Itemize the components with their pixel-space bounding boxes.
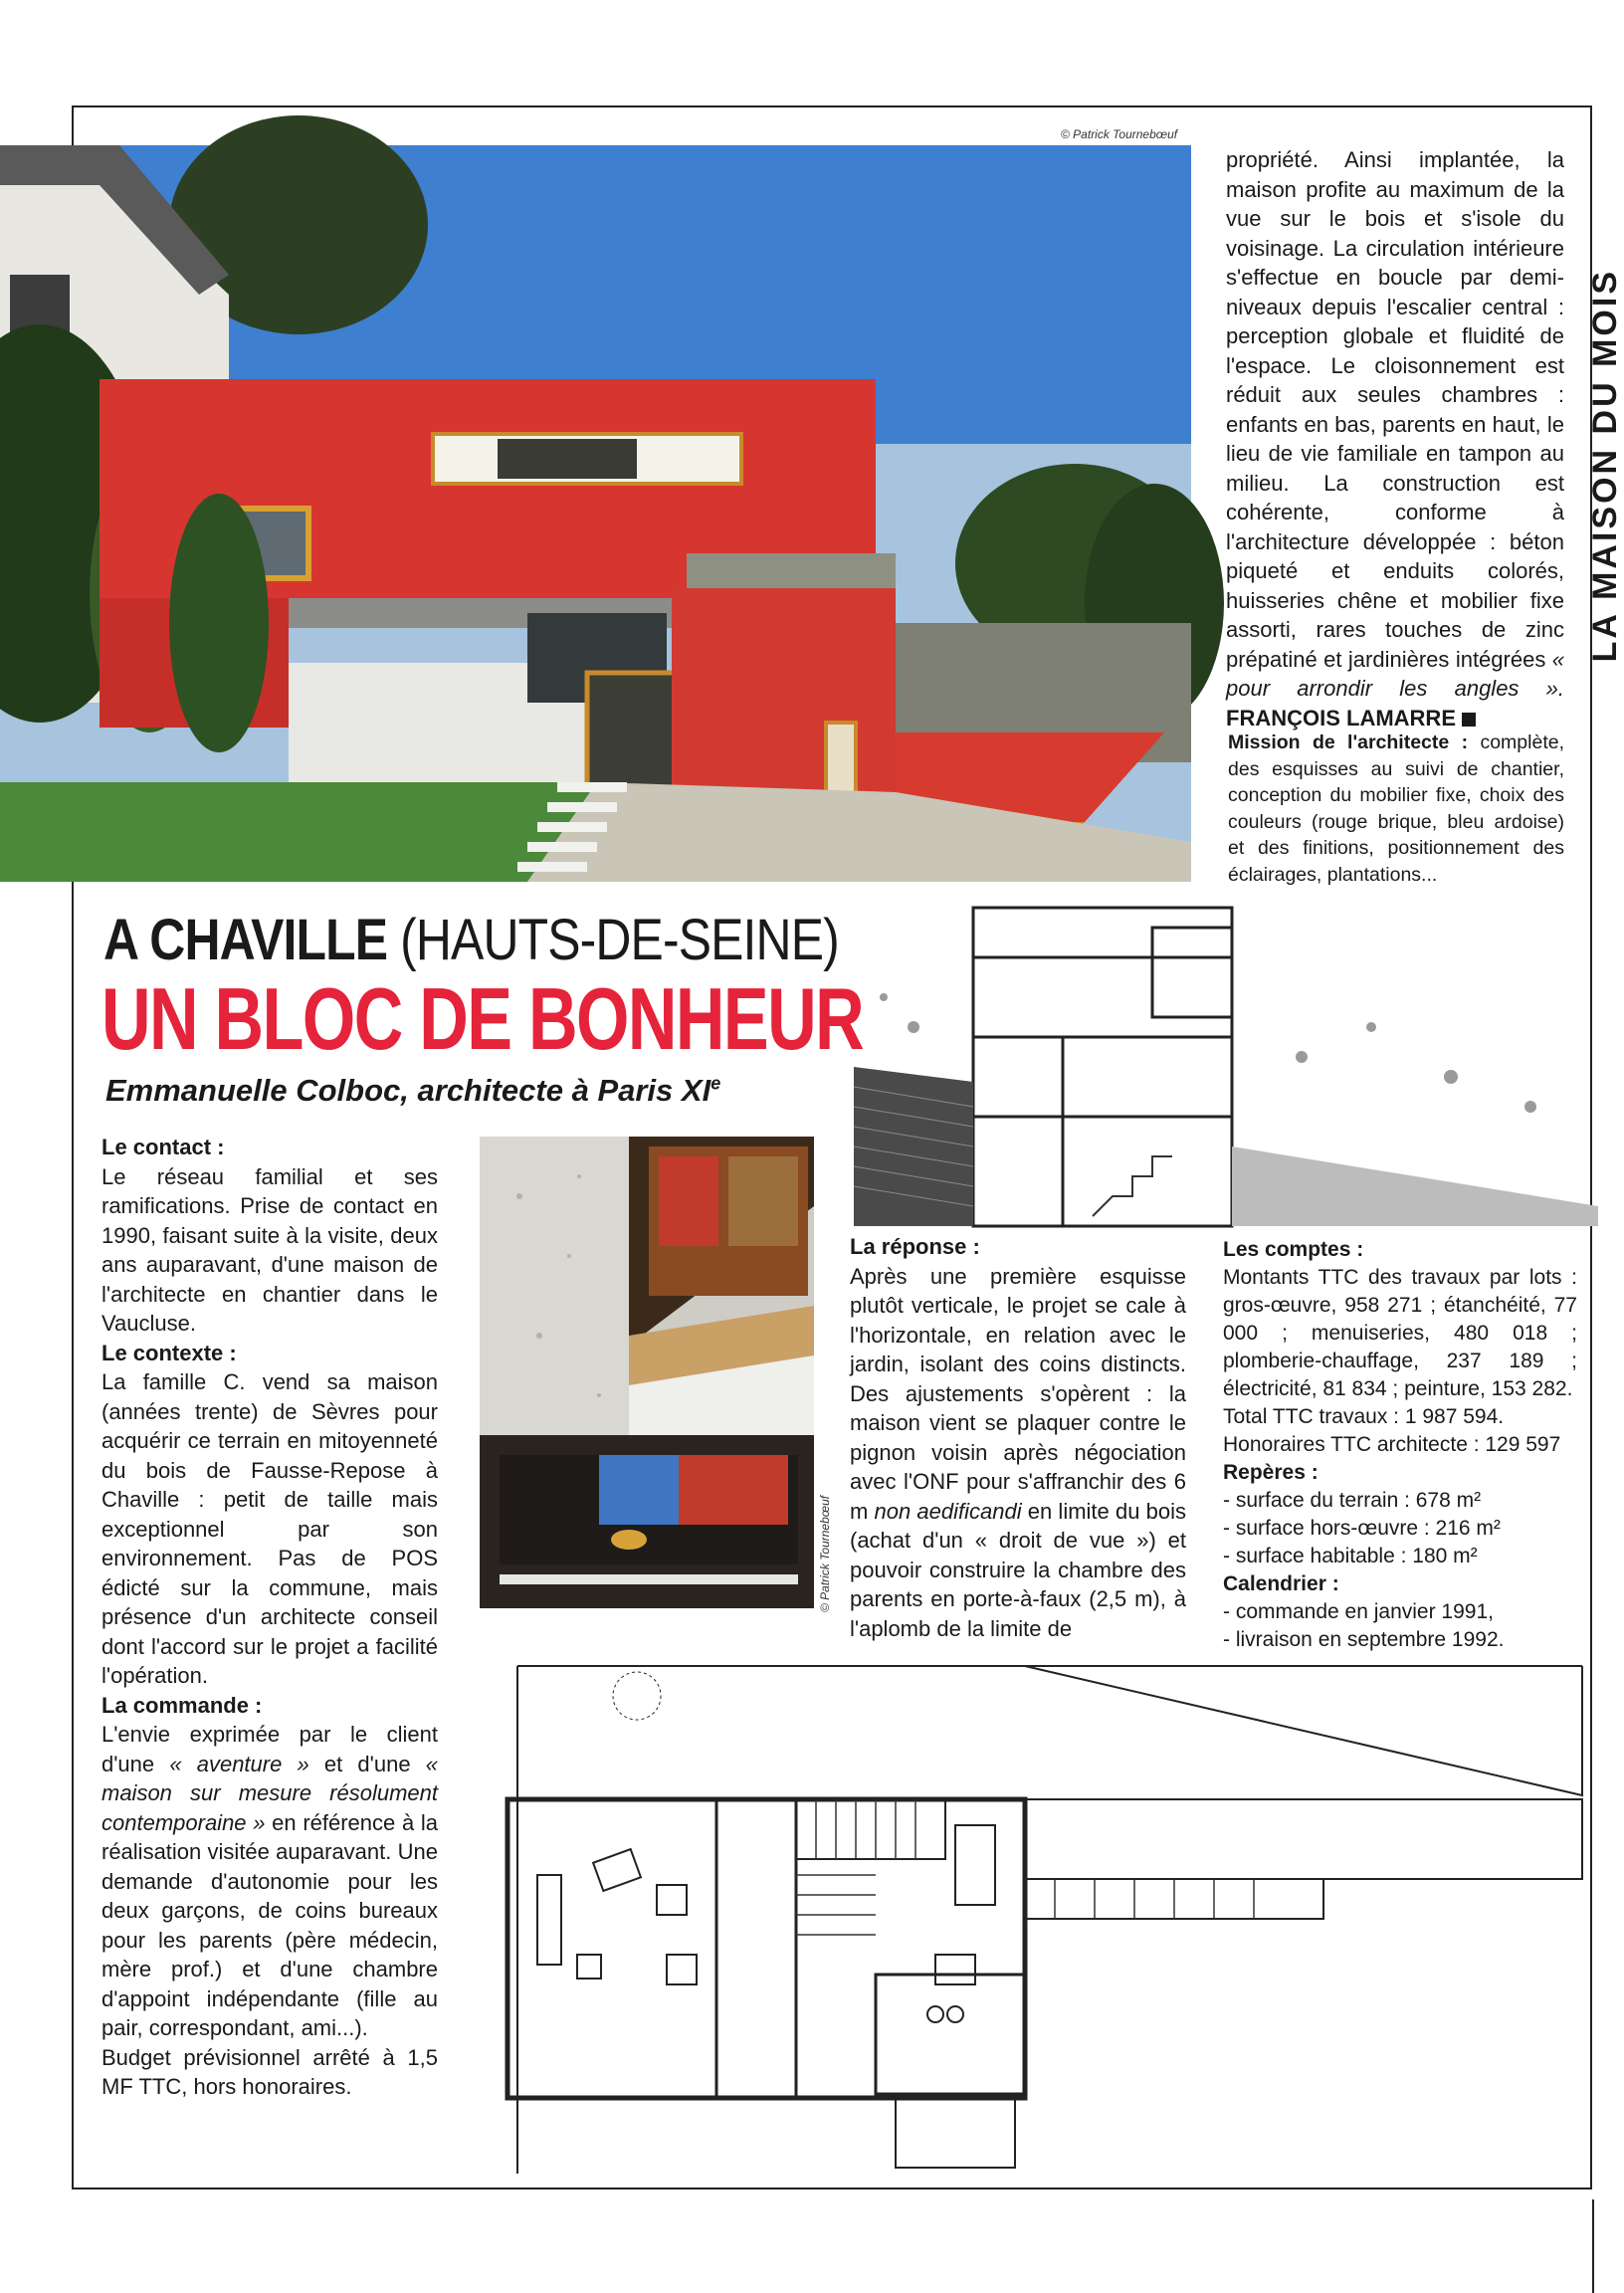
house-exterior-photo: [0, 145, 1191, 882]
mission-text: complète, des esquisses au suivi de chantier, conception du mobilier fixe, choix des couleurs (rouge brique, bleu ardoise) et des finitions, positionnement des éclairages, plantations...: [1228, 731, 1564, 886]
total-text: Total TTC travaux : 1 987 594.: [1223, 1405, 1505, 1428]
headline: UN BLOC DE BONHEUR: [102, 969, 864, 1068]
mission-paragraph: [1228, 730, 1564, 888]
repere-item: - surface habitable : 180 m²: [1223, 1545, 1478, 1567]
page-frame-top: [72, 105, 1592, 107]
page-frame-left: [72, 105, 74, 145]
end-square-icon: [1462, 713, 1476, 727]
floor-plan-svg: [498, 1656, 1582, 2174]
repere-item: - surface du terrain : 678 m²: [1223, 1489, 1482, 1512]
column-middle: [850, 1232, 1186, 1643]
column-left: [102, 1133, 438, 2102]
commande-text-a: L'envie exprimée par le client d'une: [102, 1722, 438, 1776]
calendrier-item: - commande en janvier 1991,: [1223, 1600, 1494, 1623]
reponse-label: La réponse :: [850, 1234, 980, 1259]
section-drawing: [854, 908, 1598, 1226]
contact-label: Le contact :: [102, 1135, 225, 1159]
house-exterior-illustration: [0, 145, 1191, 882]
section-drawing-svg: [854, 908, 1598, 1226]
contexte-text: La famille C. vend sa maison (années trente) de Sèvres pour acquérir ce terrain en mitoyenneté du bois de Fausse-Repose à Chaville : petit de taille mais exceptionnel par son environnement. Pas de POS édicté sur la commune, mais présence d'un architecte conseil dont l'accord sur le projet a facilité l'opération.: [102, 1369, 438, 1688]
commande-quote-1: « aventure »: [169, 1751, 309, 1776]
kicker-light: (HAUTS-DE-SEINE): [400, 908, 839, 972]
page-frame-bottom: [72, 2188, 1592, 2189]
reponse-text: [850, 1262, 1186, 1644]
floor-plan: [498, 1656, 1582, 2174]
reperes-label: Repères :: [1223, 1461, 1319, 1484]
kicker: [103, 908, 839, 972]
interior-photo: [480, 1137, 814, 1608]
commande-label: La commande :: [102, 1692, 263, 1718]
contexte-label: Le contexte :: [102, 1340, 237, 1365]
calendrier-item: - livraison en septembre 1992.: [1223, 1628, 1505, 1651]
contact-text: Le réseau familial et ses ramifications. Prise de contact en 1990, faisant suite à la visite, deux ans auparavant, d'une maison de l'architecte en chantier dans le Vaucluse.: [102, 1163, 438, 1336]
mission-label: Mission de l'architecte :: [1228, 731, 1469, 753]
photo-credit: © Patrick Tournebœuf: [1061, 127, 1178, 141]
intro-text: propriété. Ainsi implantée, la maison profite au maximum de la vue sur le bois et s'isole du voisinage. La circulation intérieure s'effectue en boucle par demi-niveaux depuis l'escalier central : perception globale et fluidité de l'espace. Le cloisonnement est réduit aux seules chambres : enfants en bas, parents en haut, le lieu de vie familiale en tampon au milieu. La construction est cohérente, conforme à l'architecture développée : béton piqueté et enduits colorés, huisseries chêne et mobilier fixe assorti, rares touches de zinc prépatiné et jardinières intégrées: [1226, 147, 1564, 672]
commande-text-b: et d'une: [323, 1751, 411, 1776]
byline-text: Emmanuelle Colboc, architecte à Paris XI: [105, 1073, 711, 1108]
commande-text-c: en référence à la réalisation visitée auparavant. Une demande d'autonomie pour les deux garçons, de coins bureaux pour les parents (père médecin, mère prof.) et d'une chambre d'appoint indépendante (fille au pair, correspondant, ami...).: [102, 1809, 438, 2040]
page-frame-tick: [1592, 2199, 1594, 2293]
honoraires-text: Honoraires TTC architecte : 129 597: [1223, 1433, 1561, 1456]
interior-illustration: [480, 1137, 814, 1608]
reponse-text-b: en limite du bois (achat d'un « droit de vue ») et pouvoir construire la chambre des parents en porte-à-faux (2,5 m), à l'aplomb de la limite de: [850, 1498, 1186, 1641]
author-name: FRANÇOIS LAMARRE: [1226, 705, 1456, 730]
byline-sup: e: [710, 1073, 721, 1094]
comptes-label: Les comptes :: [1223, 1238, 1364, 1261]
intro-column: [1226, 145, 1564, 732]
intro-quote: « pour arrondir les angles ».: [1226, 646, 1564, 701]
comptes-text: Montants TTC des travaux par lots : gros-œuvre, 958 271 ; étanchéité, 77 000 ; menuiseries, 480 018 ; plomberie-chauffage, 237 189 ; électricité, 81 834 ; peinture, 153 282.: [1223, 1266, 1577, 1400]
calendrier-label: Calendrier :: [1223, 1572, 1339, 1595]
column-right: [1223, 1236, 1577, 1654]
commande-quote-2: « maison sur mesure résolument contemporaine »: [102, 1751, 438, 1835]
section-tag: LA MAISON DU MOIS: [1586, 269, 1624, 663]
commande-text: [102, 1720, 438, 2043]
page-frame-left: [72, 881, 74, 2189]
reponse-italic: non aedificandi: [874, 1498, 1022, 1524]
reponse-text-a: Après une première esquisse plutôt verticale, le projet se cale à l'horizontale, en relation avec le jardin, isolant des coins distincts. Des ajustements s'opèrent : la maison vient se plaquer contre le pignon voisin après négociation avec l'ONF pour s'affranchir des 6 m: [850, 1263, 1186, 1524]
budget-text: Budget prévisionnel arrêté à 1,5 MF TTC, hors honoraires.: [102, 2044, 438, 2099]
repere-item: - surface hors-œuvre : 216 m²: [1223, 1517, 1501, 1540]
byline: [105, 1073, 720, 1109]
kicker-bold: A CHAVILLE: [103, 908, 388, 972]
interior-photo-credit: © Patrick Tournebœuf: [818, 1495, 832, 1612]
